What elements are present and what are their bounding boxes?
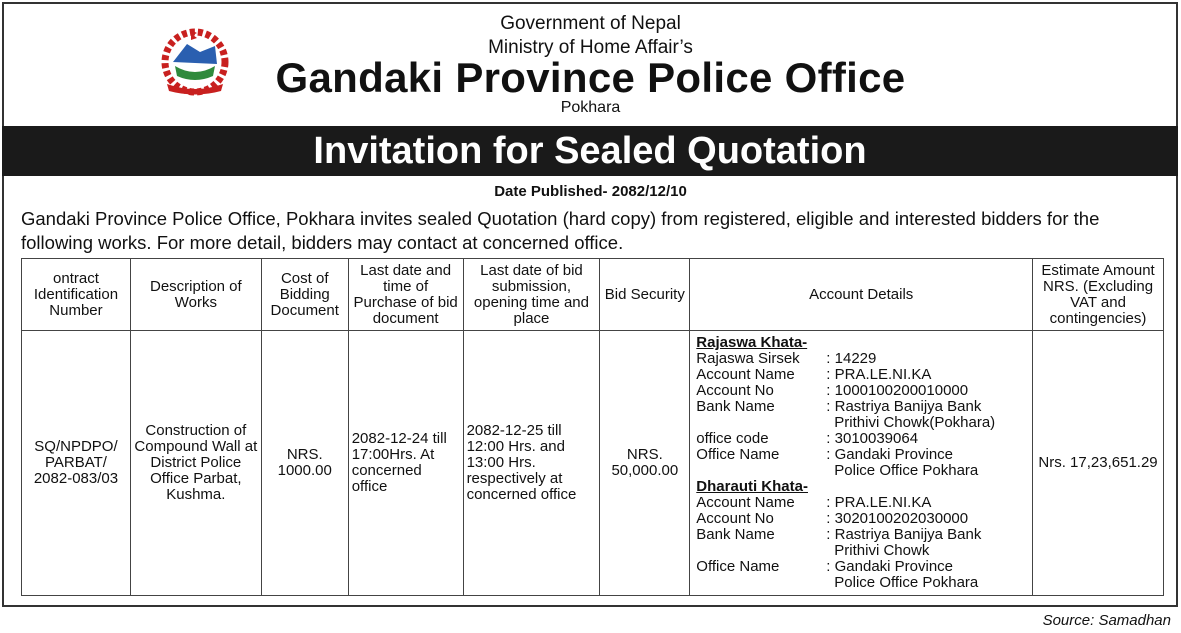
account-value: : 1000100200010000 bbox=[826, 382, 969, 399]
account-key: office code bbox=[696, 430, 769, 447]
account-key: Account Name bbox=[696, 494, 795, 511]
account-key: Office Name bbox=[696, 446, 780, 463]
account-value: : 3010039064 bbox=[826, 430, 919, 447]
account-row bbox=[696, 367, 1026, 383]
account-key: Bank Name bbox=[696, 398, 775, 415]
table-header-row bbox=[22, 259, 1164, 331]
col-header: Account Details bbox=[690, 259, 1033, 331]
purchase-deadline: 2082-12-24 till 17:00Hrs. At concerned office bbox=[348, 331, 463, 596]
account-key: Account No bbox=[696, 382, 774, 399]
work-description: Construction of Compound Wall at District Police Office Parbat, Kushma. bbox=[130, 331, 261, 596]
account-row bbox=[696, 447, 1026, 479]
city-line: Pokhara bbox=[560, 99, 621, 116]
notice-banner: Invitation for Sealed Quotation bbox=[2, 126, 1178, 176]
account-value: : Gandaki Province Police Office Pokhara bbox=[826, 558, 979, 591]
bidding-cost: NRS. 1000.00 bbox=[261, 331, 348, 596]
account-row bbox=[696, 527, 1026, 559]
account-value: : 3020100202030000 bbox=[826, 510, 969, 527]
account-key: Account Name bbox=[696, 366, 795, 383]
account-row bbox=[696, 383, 1026, 399]
account-row bbox=[696, 431, 1026, 447]
government-line: Government of Nepal bbox=[500, 13, 681, 34]
bid-security: NRS. 50,000.00 bbox=[600, 331, 690, 596]
dharauti-title: Dharauti Khata- bbox=[696, 478, 808, 495]
account-value: : Rastriya Banijya Bank Prithivi Chowk bbox=[826, 526, 982, 559]
col-header: Estimate Amount NRS. (Excluding VAT and contingencies) bbox=[1033, 259, 1164, 331]
col-header: Last date and time of Purchase of bid document bbox=[348, 259, 463, 331]
source-credit: Source: Samadhan bbox=[1042, 612, 1171, 629]
table-row bbox=[22, 331, 1164, 596]
account-value: : Rastriya Banijya Bank Prithivi Chowk(Pokhara) bbox=[826, 398, 996, 431]
account-row bbox=[696, 559, 1026, 591]
col-header: Last date of bid submission, opening time and place bbox=[463, 259, 600, 331]
ministry-line: Ministry of Home Affair’s bbox=[488, 37, 693, 58]
quotation-table bbox=[21, 258, 1164, 596]
account-key: Account No bbox=[696, 510, 774, 527]
rajaswa-title: Rajaswa Khata- bbox=[696, 334, 808, 351]
col-header: Bid Security bbox=[600, 259, 690, 331]
account-details bbox=[690, 331, 1033, 596]
account-row bbox=[696, 351, 1026, 367]
account-value: : 14229 bbox=[826, 350, 877, 367]
estimate-amount: Nrs. 17,23,651.29 bbox=[1033, 331, 1164, 596]
account-key: Rajaswa Sirsek bbox=[696, 350, 800, 367]
col-header: ontract Identification Number bbox=[22, 259, 131, 331]
office-title: Gandaki Province Police Office bbox=[275, 54, 906, 101]
account-row bbox=[696, 399, 1026, 431]
account-key: Office Name bbox=[696, 558, 780, 575]
submission-deadline: 2082-12-25 till 12:00 Hrs. and 13:00 Hrs. respectively at concerned office bbox=[463, 331, 600, 596]
account-row bbox=[696, 511, 1026, 527]
account-key: Bank Name bbox=[696, 526, 775, 543]
col-header: Description of Works bbox=[130, 259, 261, 331]
account-row bbox=[696, 495, 1026, 511]
account-value: : PRA.LE.NI.KA bbox=[826, 494, 932, 511]
account-value: : PRA.LE.NI.KA bbox=[826, 366, 932, 383]
date-published: Date Published- 2082/12/10 bbox=[494, 183, 687, 200]
account-value: : Gandaki Province Police Office Pokhara bbox=[826, 446, 979, 479]
intro-paragraph: Gandaki Province Police Office, Pokhara invites sealed Quotation (hard copy) from registered, eligible and interested bidders for the following works. For more detail, bidders may contact at concerned office. bbox=[21, 208, 1100, 253]
contract-id: SQ/NPDPO/ PARBAT/ 2082-083/03 bbox=[22, 331, 131, 596]
col-header: Cost of Bidding Document bbox=[261, 259, 348, 331]
